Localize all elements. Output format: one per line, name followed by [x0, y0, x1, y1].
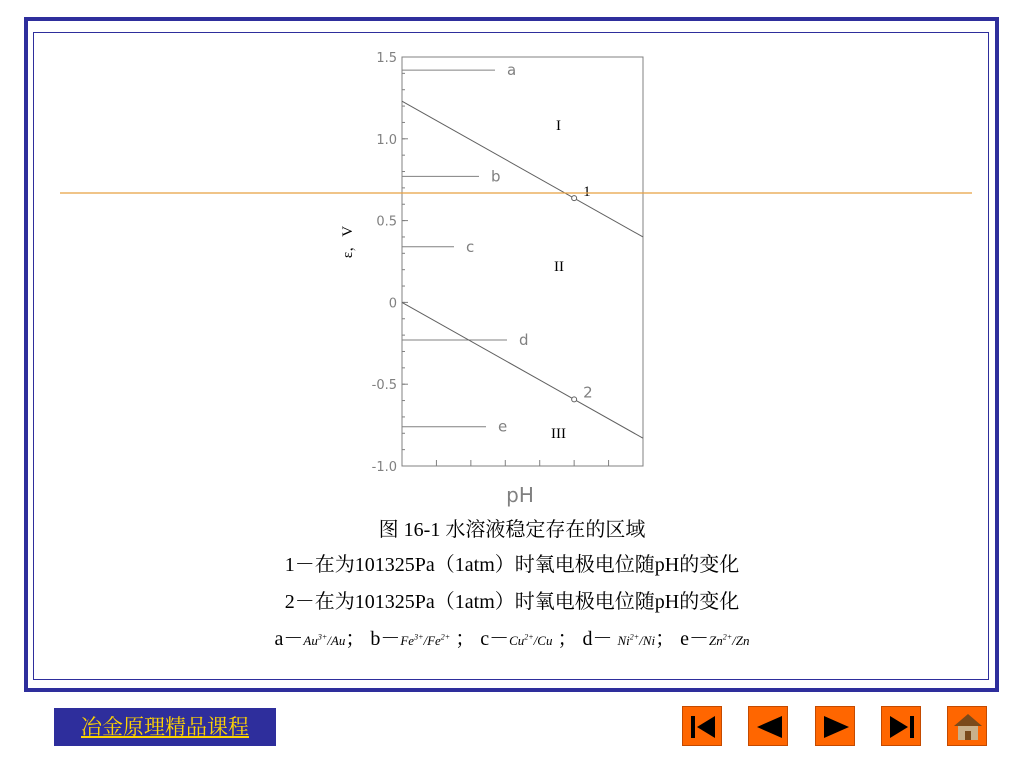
y-tick-label: 0 [388, 296, 397, 312]
home-button[interactable] [947, 706, 987, 746]
legend-a-red: /Au [327, 633, 346, 648]
reference-label-b: b [491, 167, 501, 186]
legend-b-couple [400, 633, 450, 648]
legend-e-red: /Zn [732, 633, 750, 648]
series-marker-1 [572, 196, 577, 201]
region-label-1: I [556, 118, 561, 134]
course-title-link[interactable]: 冶金原理精品课程 [54, 708, 276, 746]
previous-page-button[interactable] [748, 706, 788, 746]
y-tick-label: 1.0 [376, 132, 397, 148]
y-axis-title: ε，V [340, 225, 356, 259]
series-label-2: 2 [583, 383, 593, 402]
previous-page-icon [749, 707, 789, 747]
y-tick-label: -0.5 [371, 378, 397, 394]
last-page-button[interactable] [881, 706, 921, 746]
next-page-icon [816, 707, 856, 747]
legend-a-ox: Au [303, 633, 318, 648]
legend-e-ox: Zn [708, 633, 723, 648]
legend-a-couple [303, 633, 345, 648]
caption-line-2: 2－在为101325Pa（1atm）时氧电极电位随pH的变化 [284, 591, 740, 613]
legend-c-prefix: ； c－ [450, 628, 510, 650]
legend-c-ox-charge: 2+ [524, 632, 534, 642]
series-label-1: 1 [583, 184, 591, 201]
x-axis-title: pH [506, 483, 534, 507]
plot-area [402, 57, 643, 466]
next-page-button[interactable] [815, 706, 855, 746]
legend-b-prefix: ； b－ [345, 628, 401, 650]
legend-d-prefix: ； d－ [552, 628, 618, 650]
first-page-button[interactable] [682, 706, 722, 746]
y-tick-label: 0.5 [376, 214, 397, 230]
legend-b-red: /Fe [423, 633, 441, 648]
series-marker-2 [572, 397, 577, 402]
last-page-icon [882, 707, 922, 747]
legend-c-ox: Cu [509, 633, 525, 648]
legend-b-ox-charge: 3+ [414, 632, 424, 642]
legend-a-prefix: a－ [274, 628, 304, 650]
legend-e-prefix: ； e－ [655, 628, 709, 650]
legend-b-red-charge: 2+ [440, 632, 451, 642]
legend-d-couple [617, 633, 655, 648]
home-icon [948, 707, 988, 747]
legend-line [0, 622, 1024, 651]
figure-title: 图 16-1 水溶液稳定存在的区域 [378, 519, 646, 541]
y-tick-label: -1.0 [371, 460, 397, 475]
legend-d-ox: Ni [617, 633, 630, 648]
y-tick-label: 1.5 [376, 51, 397, 66]
legend-e-couple [709, 633, 749, 648]
reference-label-e: e [498, 417, 508, 436]
legend-d-red: /Ni [639, 633, 656, 648]
region-label-2: II [554, 259, 564, 275]
reference-label-c: c [466, 237, 475, 256]
caption-line-1: 1－在为101325Pa（1atm）时氧电极电位随pH的变化 [284, 554, 740, 576]
legend-b-ox: Fe [400, 633, 415, 648]
series-line-2 [402, 302, 643, 438]
legend-a-ox-charge: 3+ [317, 632, 328, 642]
legend-e-ox-charge: 2+ [722, 632, 733, 642]
first-page-icon [683, 707, 723, 747]
reference-label-d: d [519, 331, 529, 350]
region-label-3: III [551, 426, 566, 442]
reference-label-a: a [507, 61, 517, 80]
series-line-1 [402, 101, 643, 237]
legend-c-red: /Cu [533, 633, 553, 648]
legend-c-couple [509, 633, 552, 648]
legend-d-ox-charge: 2+ [629, 632, 640, 642]
